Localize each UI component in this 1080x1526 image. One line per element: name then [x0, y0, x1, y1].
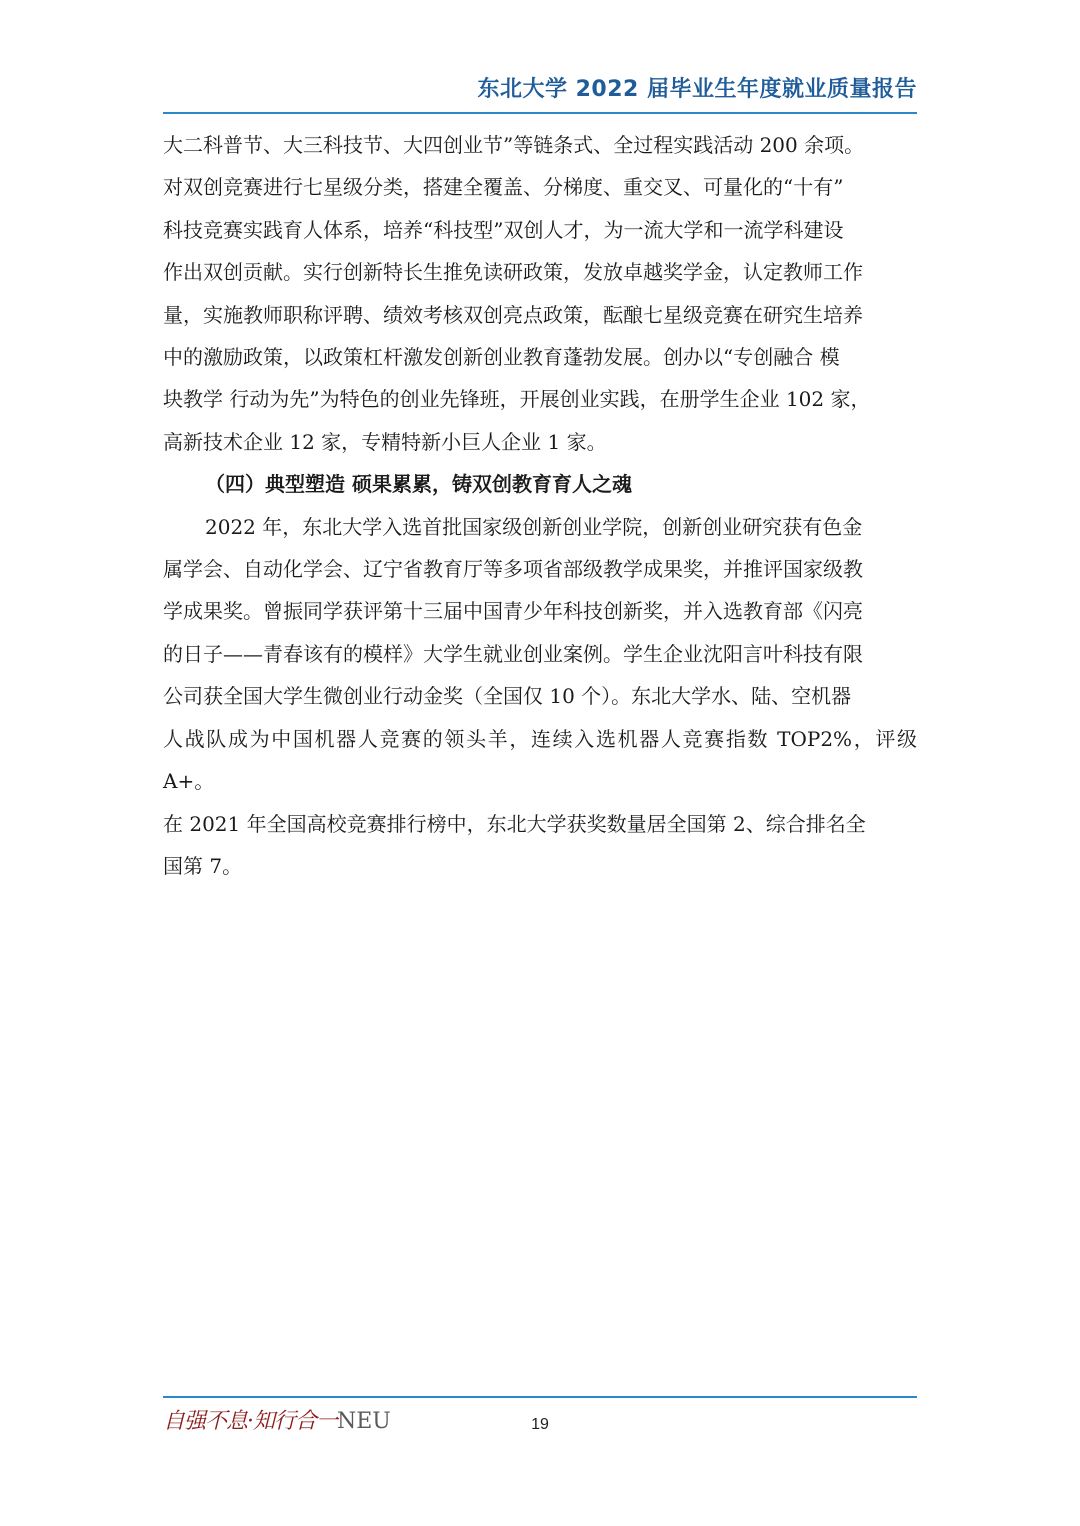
body-text: [163, 124, 917, 887]
report-title: 东北大学 2022 届毕业生年度就业质量报告: [477, 77, 917, 102]
text-line: 的日子——青春该有的模样》大学生就业创业案例。学生企业沈阳言叶科技有限: [163, 641, 863, 666]
page-header: [163, 70, 917, 110]
text-line: 在 2021 年全国高校竞赛排行榜中，东北大学获奖数量居全国第 2、综合排名全: [163, 811, 866, 836]
text-line: 高新技术企业 12 家，专精特新小巨人企业 1 家。: [163, 429, 607, 454]
text-line: 量，实施教师职称评聘、绩效考核双创亮点政策，酝酿七星级竞赛在研究生培养: [163, 302, 863, 327]
header-divider: [163, 112, 917, 114]
paragraph-1: [163, 124, 917, 463]
text-line: 国第 7。: [163, 853, 243, 878]
text-line: 块教学 行动为先”为特色的创业先锋班，开展创业实践，在册学生企业 102 家，: [163, 387, 871, 412]
text-line: 人战队成为中国机器人竞赛的领头羊，连续入选机器人竞赛指数 TOP2%，评级 A+。: [163, 726, 917, 794]
text-line: 对双创竞赛进行七星级分类，搭建全覆盖、分梯度、重交叉、可量化的“十有”: [163, 175, 844, 200]
neu-logo-text: NEU: [337, 1409, 391, 1434]
paragraph-2: [163, 506, 917, 888]
section-heading: （四）典型塑造 硕果累累，铸双创教育育人之魂: [205, 472, 632, 497]
text-line: 2022 年，东北大学入选首批国家级创新创业学院，创新创业研究获有色金: [205, 514, 863, 539]
text-line: 公司获全国大学生微创业行动金奖（全国仅 10 个）。东北大学水、陆、空机器: [163, 684, 852, 709]
footer-divider: [163, 1396, 917, 1398]
university-motto-logo: [163, 1402, 391, 1442]
text-line: 大二科普节、大三科技节、大四创业节”等链条式、全过程实践活动 200 余项。: [163, 133, 865, 157]
text-line: 中的激励政策，以政策杠杆激发创新创业教育蓬勃发展。创办以“专创融合 模: [163, 345, 840, 370]
page-number: 19: [531, 1416, 549, 1433]
text-line: 科技竞赛实践育人体系，培养“科技型”双创人才，为一流大学和一流学科建设: [163, 217, 844, 242]
text-line: 作出双创贡献。实行创新特长生推免读研政策，发放卓越奖学金，认定教师工作: [163, 260, 863, 285]
text-line: 属学会、自动化学会、辽宁省教育厅等多项省部级教学成果奖，并推评国家级教: [163, 557, 863, 582]
text-line: 学成果奖。曾振同学获评第十三届中国青少年科技创新奖，并入选教育部《闪亮: [163, 599, 863, 624]
motto-text: 自强不息·知行合一: [163, 1409, 337, 1434]
